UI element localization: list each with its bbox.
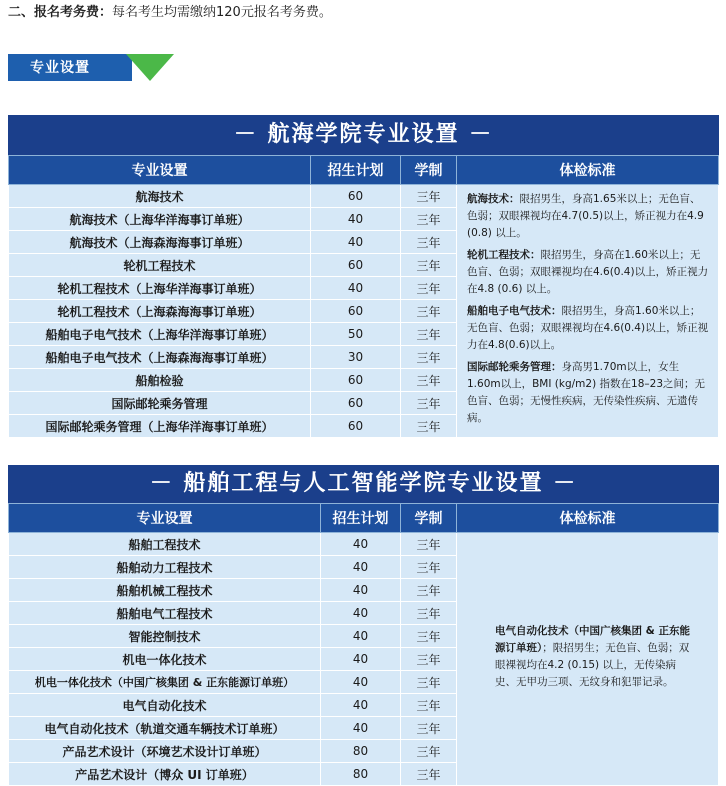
plan-cell: 40 bbox=[311, 277, 401, 300]
plan-cell: 80 bbox=[321, 740, 401, 763]
note-text: 限招男生，身高1.60米以上；无色盲、色弱；双眼裸视均在4.6(0.4)以上，矫正视力在4.8(0.6)以上。 bbox=[467, 304, 709, 351]
plan-cell: 40 bbox=[321, 671, 401, 694]
years-cell: 三年 bbox=[401, 717, 457, 740]
plan-cell: 40 bbox=[321, 556, 401, 579]
plan-cell: 40 bbox=[311, 208, 401, 231]
major-cell: 产品艺术设计（环境艺术设计订单班） bbox=[9, 740, 321, 763]
years-cell: 三年 bbox=[401, 740, 457, 763]
plan-cell: 60 bbox=[311, 254, 401, 277]
note-text: 身高男1.70m以上，女生1.60m以上，BMI (kg/m2) 指数在18–23之间；无色盲、色弱；无慢性疾病，无传染性疾病、无遗传病。 bbox=[467, 360, 705, 424]
note-label: 国际邮轮乘务管理： bbox=[467, 360, 562, 373]
major-cell: 电气自动化技术（轨道交通车辆技术订单班） bbox=[9, 717, 321, 740]
years-cell: 三年 bbox=[401, 323, 457, 346]
health-standard-cell bbox=[457, 533, 719, 786]
badge-arrow-icon bbox=[126, 54, 174, 81]
plan-cell: 50 bbox=[311, 323, 401, 346]
years-cell: 三年 bbox=[401, 415, 457, 438]
section-title: － 船舶工程与人工智能学院专业设置 － bbox=[149, 471, 578, 496]
header-major: 专业设置 bbox=[9, 156, 311, 185]
table-header-row bbox=[9, 504, 719, 533]
major-cell: 船舶机械工程技术 bbox=[9, 579, 321, 602]
years-cell: 三年 bbox=[401, 694, 457, 717]
major-cell: 轮机工程技术 bbox=[9, 254, 311, 277]
note-item bbox=[467, 247, 710, 298]
major-cell: 机电一体化技术 bbox=[9, 648, 321, 671]
note-label: 航海技术： bbox=[467, 192, 520, 205]
plan-cell: 60 bbox=[311, 185, 401, 208]
header-health: 体检标准 bbox=[457, 504, 719, 533]
ship-ai-college-block bbox=[8, 465, 719, 782]
table-row bbox=[9, 185, 719, 208]
header-years: 学制 bbox=[401, 156, 457, 185]
note-label: 轮机工程技术： bbox=[467, 248, 541, 261]
major-cell: 智能控制技术 bbox=[9, 625, 321, 648]
section-badge bbox=[8, 54, 172, 81]
years-cell: 三年 bbox=[401, 369, 457, 392]
years-cell: 三年 bbox=[401, 277, 457, 300]
plan-cell: 40 bbox=[321, 625, 401, 648]
health-standard-cell bbox=[457, 185, 719, 438]
major-cell: 航海技术（上海森海海事订单班） bbox=[9, 231, 311, 254]
navigation-college-block bbox=[8, 115, 719, 437]
major-cell: 船舶检验 bbox=[9, 369, 311, 392]
years-cell: 三年 bbox=[401, 579, 457, 602]
table-header-row bbox=[9, 156, 719, 185]
major-cell: 航海技术 bbox=[9, 185, 311, 208]
major-cell: 国际邮轮乘务管理 bbox=[9, 392, 311, 415]
plan-cell: 60 bbox=[311, 369, 401, 392]
major-cell: 航海技术（上海华洋海事订单班） bbox=[9, 208, 311, 231]
plan-cell: 80 bbox=[321, 763, 401, 786]
plan-cell: 40 bbox=[321, 533, 401, 556]
years-cell: 三年 bbox=[401, 185, 457, 208]
major-cell: 机电一体化技术（中国广核集团 & 正东能源订单班） bbox=[9, 671, 321, 694]
major-cell: 轮机工程技术（上海华洋海事订单班） bbox=[9, 277, 311, 300]
note-item bbox=[467, 303, 710, 354]
note-item bbox=[467, 191, 710, 242]
years-cell: 三年 bbox=[401, 671, 457, 694]
plan-cell: 40 bbox=[321, 579, 401, 602]
major-cell: 产品艺术设计（博众 UI 订单班） bbox=[9, 763, 321, 786]
major-cell: 轮机工程技术（上海森海海事订单班） bbox=[9, 300, 311, 323]
note-item bbox=[495, 623, 690, 691]
years-cell: 三年 bbox=[401, 254, 457, 277]
years-cell: 三年 bbox=[401, 208, 457, 231]
header-years: 学制 bbox=[401, 504, 457, 533]
major-table bbox=[8, 155, 719, 438]
fee-text: 每名考生均需缴纳120元报名考务费。 bbox=[112, 5, 332, 20]
years-cell: 三年 bbox=[401, 231, 457, 254]
note-text: 限招男生，身高1.65米以上；无色盲、色弱；双眼裸视均在4.7(0.5)以上，矫正视力在4.9 (0.8) 以上。 bbox=[467, 192, 704, 239]
note-item bbox=[467, 359, 710, 427]
major-cell: 船舶电子电气技术（上海森海海事订单班） bbox=[9, 346, 311, 369]
fee-line bbox=[8, 4, 332, 22]
section-title: － 航海学院专业设置 － bbox=[233, 122, 494, 147]
plan-cell: 60 bbox=[311, 392, 401, 415]
header-major: 专业设置 bbox=[9, 504, 321, 533]
years-cell: 三年 bbox=[401, 556, 457, 579]
plan-cell: 30 bbox=[311, 346, 401, 369]
major-cell: 船舶电子电气技术（上海华洋海事订单班） bbox=[9, 323, 311, 346]
header-health: 体检标准 bbox=[457, 156, 719, 185]
major-cell: 船舶工程技术 bbox=[9, 533, 321, 556]
plan-cell: 40 bbox=[321, 717, 401, 740]
note-label: 船舶电子电气技术： bbox=[467, 304, 562, 317]
note-text: ；限招男生；无色盲、色弱；双眼裸视均在4.2 (0.15) 以上，无传染病史、无甲功三项、无纹身和犯罪记录。 bbox=[495, 641, 690, 688]
major-cell: 国际邮轮乘务管理（上海华洋海事订单班） bbox=[9, 415, 311, 438]
plan-cell: 60 bbox=[311, 300, 401, 323]
years-cell: 三年 bbox=[401, 300, 457, 323]
major-cell: 电气自动化技术 bbox=[9, 694, 321, 717]
major-table bbox=[8, 503, 719, 786]
table-row bbox=[9, 533, 719, 556]
plan-cell: 60 bbox=[311, 415, 401, 438]
years-cell: 三年 bbox=[401, 763, 457, 786]
years-cell: 三年 bbox=[401, 533, 457, 556]
header-plan: 招生计划 bbox=[321, 504, 401, 533]
badge-label: 专业设置 bbox=[30, 60, 90, 76]
years-cell: 三年 bbox=[401, 648, 457, 671]
major-cell: 船舶动力工程技术 bbox=[9, 556, 321, 579]
plan-cell: 40 bbox=[311, 231, 401, 254]
years-cell: 三年 bbox=[401, 625, 457, 648]
plan-cell: 40 bbox=[321, 648, 401, 671]
fee-label: 二、报名考务费： bbox=[8, 5, 113, 20]
years-cell: 三年 bbox=[401, 602, 457, 625]
years-cell: 三年 bbox=[401, 346, 457, 369]
header-plan: 招生计划 bbox=[311, 156, 401, 185]
plan-cell: 40 bbox=[321, 602, 401, 625]
years-cell: 三年 bbox=[401, 392, 457, 415]
plan-cell: 40 bbox=[321, 694, 401, 717]
note-label: 电气自动化技术（中国广核集团 & 正东能源订单班） bbox=[495, 624, 690, 654]
major-cell: 船舶电气工程技术 bbox=[9, 602, 321, 625]
note-text: 限招男生，身高在1.60米以上；无色盲、色弱；双眼裸视均在4.6(0.4)以上，矫正视力在4.8 (0.6) 以上。 bbox=[467, 248, 709, 295]
